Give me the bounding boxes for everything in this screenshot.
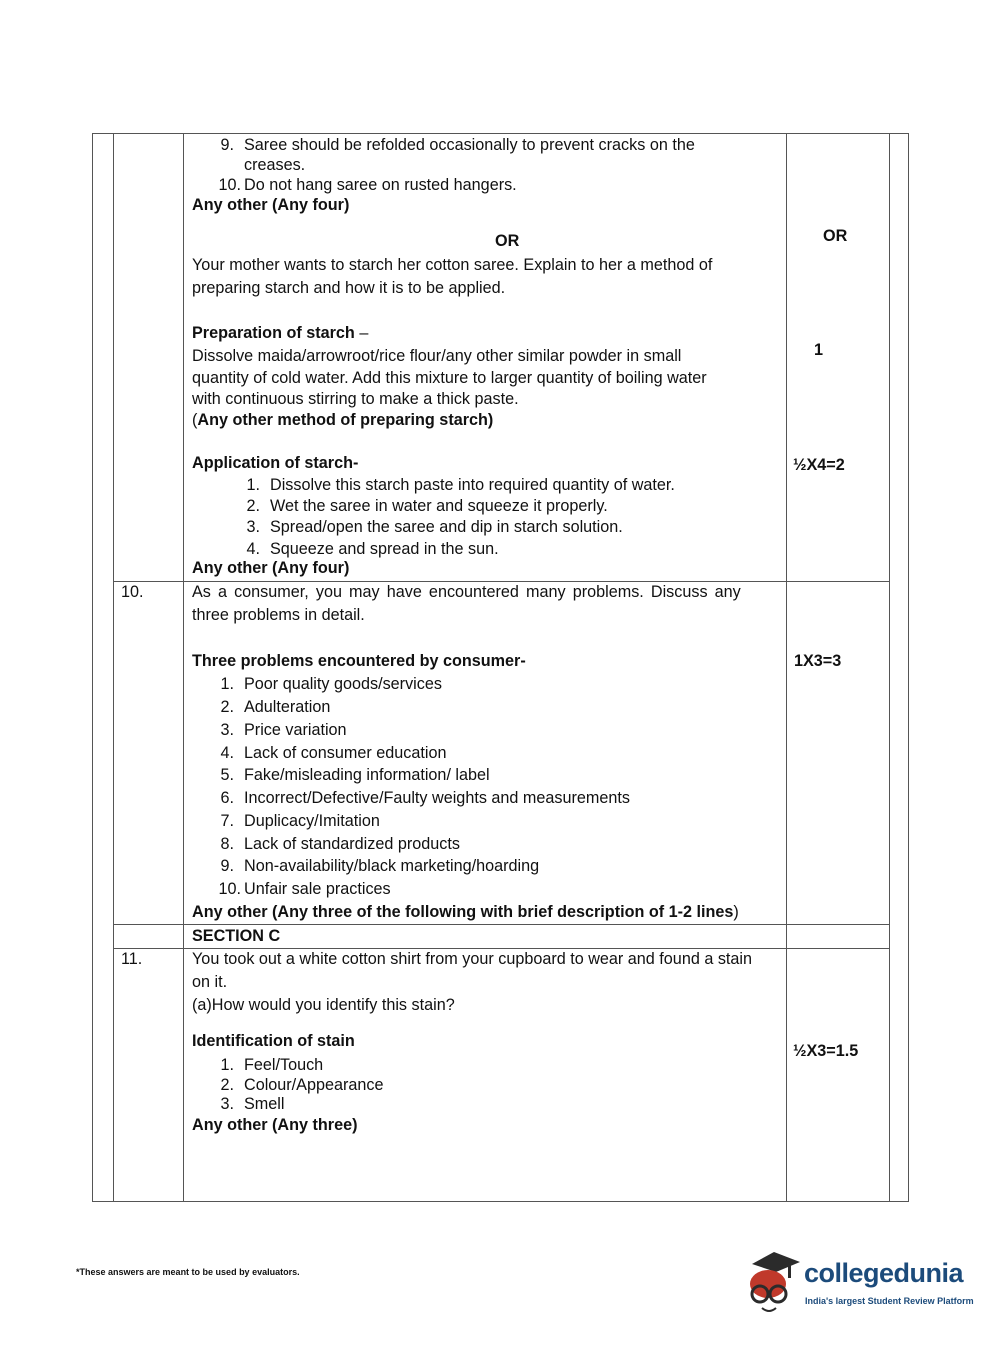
column-divider — [786, 133, 787, 1202]
prep-note-line — [192, 410, 493, 431]
question-text: Your mother wants to starch her cotton saree. Explain to her a method of — [192, 256, 713, 274]
list-item: Unfair sale practices — [244, 880, 391, 898]
question-text: As a consumer, you may have encountered many problems. Discuss any — [192, 583, 741, 601]
list-number: 1. — [220, 1056, 234, 1074]
list-item: Saree should be refolded occasionally to prevent cracks on the — [244, 136, 695, 154]
list-number: 3. — [246, 518, 260, 536]
list-number: 9. — [220, 857, 234, 875]
q10-marks: 1X3=3 — [794, 652, 842, 670]
list-number: 2. — [246, 497, 260, 515]
footnote: *These answers are meant to be used by evaluators. — [76, 1267, 300, 1277]
list-item: Squeeze and spread in the sun. — [270, 540, 499, 558]
any-other-note: Any other (Any three) — [192, 1116, 358, 1134]
list-number: 10. — [218, 880, 241, 898]
list-number: 5. — [220, 766, 234, 784]
answer-text: with continuous stirring to make a thick paste. — [192, 390, 519, 408]
column-divider — [889, 133, 890, 1202]
column-divider — [113, 133, 114, 1202]
list-item: Colour/Appearance — [244, 1076, 384, 1094]
list-number: 2. — [220, 1076, 234, 1094]
any-other-note: Any other (Any four) — [192, 196, 350, 214]
mascot-icon — [744, 1250, 804, 1320]
close-paren: ) — [733, 903, 739, 921]
open-paren: ( — [192, 411, 198, 429]
list-item: creases. — [244, 156, 306, 174]
any-other-note: Any other (Any four) — [192, 559, 350, 577]
prep-note: Any other method of preparing starch) — [197, 411, 494, 429]
collegedunia-logo — [744, 1250, 974, 1320]
prep-marks: 1 — [814, 341, 824, 359]
list-number: 1. — [246, 476, 260, 494]
question-text: (a)How would you identify this stain? — [192, 996, 455, 1014]
prep-heading-line — [192, 323, 368, 344]
row-divider — [113, 924, 889, 925]
list-number: 7. — [220, 812, 234, 830]
question-text: preparing starch and how it is to be applied. — [192, 279, 506, 297]
prep-dash: – — [354, 324, 369, 342]
q11-heading: Identification of stain — [192, 1032, 355, 1050]
list-number: 4. — [220, 744, 234, 762]
question-number: 11. — [121, 950, 143, 968]
brand-tagline: India's largest Student Review Platform — [805, 1296, 974, 1306]
table-border-bottom — [92, 1201, 909, 1202]
list-item: Smell — [244, 1095, 285, 1113]
list-number: 3. — [220, 1095, 234, 1113]
any-other-note-line — [192, 902, 739, 923]
list-item: Fake/misleading information/ label — [244, 766, 490, 784]
list-item: Dissolve this starch paste into required quantity of water. — [270, 476, 675, 494]
table-border-right — [908, 133, 909, 1202]
column-divider — [183, 133, 184, 1202]
list-item: Feel/Touch — [244, 1056, 324, 1074]
list-number: 9. — [220, 136, 234, 154]
list-item: Wet the saree in water and squeeze it properly. — [270, 497, 608, 515]
table-border-top — [92, 133, 909, 134]
list-number: 10. — [218, 176, 241, 194]
brand-name: collegedunia — [804, 1258, 964, 1288]
or-marks: OR — [823, 227, 848, 245]
question-number: 10. — [121, 583, 144, 601]
list-item: Spread/open the saree and dip in starch solution. — [270, 518, 623, 536]
q11-marks: ½X3=1.5 — [793, 1042, 859, 1060]
list-item: Duplicacy/Imitation — [244, 812, 380, 830]
app-marks: ½X4=2 — [793, 456, 845, 474]
table-border-left — [92, 133, 93, 1202]
list-item: Lack of standardized products — [244, 835, 460, 853]
question-text: three problems in detail. — [192, 606, 365, 624]
or-divider: OR — [495, 232, 520, 250]
any-other-note: Any other (Any three of the following with brief description of 1-2 lines — [192, 903, 734, 921]
list-number: 1. — [220, 675, 234, 693]
list-number: 3. — [220, 721, 234, 739]
list-item: Poor quality goods/services — [244, 675, 442, 693]
q10-heading: Three problems encountered by consumer- — [192, 652, 526, 670]
section-heading: SECTION C — [192, 927, 281, 945]
list-item: Incorrect/Defective/Faulty weights and measurements — [244, 789, 630, 807]
list-number: 6. — [220, 789, 234, 807]
question-text: You took out a white cotton shirt from your cupboard to wear and found a stain — [192, 950, 753, 968]
list-number: 8. — [220, 835, 234, 853]
question-text: on it. — [192, 973, 228, 991]
list-number: 4. — [246, 540, 260, 558]
list-item: Non-availability/black marketing/hoarding — [244, 857, 540, 875]
list-item: Adulteration — [244, 698, 331, 716]
list-item: Do not hang saree on rusted hangers. — [244, 176, 517, 194]
answer-text: quantity of cold water. Add this mixture to larger quantity of boiling water — [192, 369, 707, 387]
list-item: Lack of consumer education — [244, 744, 447, 762]
list-number: 2. — [220, 698, 234, 716]
list-item: Price variation — [244, 721, 347, 739]
app-heading: Application of starch- — [192, 454, 359, 472]
prep-heading: Preparation of starch — [192, 324, 355, 342]
answer-text: Dissolve maida/arrowroot/rice flour/any other similar powder in small — [192, 347, 682, 365]
